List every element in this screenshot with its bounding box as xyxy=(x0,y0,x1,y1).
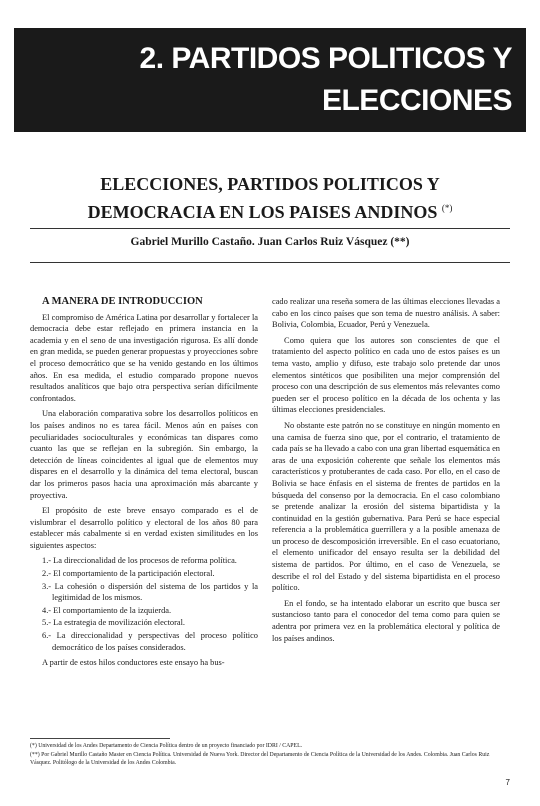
title-rule-top xyxy=(30,228,510,229)
paragraph: El propósito de este breve ensayo comparado es el de vislumbrar el desarrollo político y electoral de los años 80 para establecer más cabalmente si en verdad existen similitudes en los siguientes aspectos: xyxy=(30,506,258,550)
footnote: (*) Universidad de los Andes Departamento de Ciencia Política dentro de un proyecto financiado por IDRI / CAPEL. xyxy=(30,743,303,749)
paragraph: El compromiso de América Latina por desarrollar y fortalecer la democracia debe estar reflejado en primera instancia en la academia y en el seno de una investigación rigurosa. Es allí donde en gran medida, se pueden generar propuestas y proyecciones sobre el proceso democrático que se ha venido gestando en los últimos años. En esa medida, el estudio comparado propone nuevos resultados analíticos que bajo otra perspectiva serían difícilmente confrontados. xyxy=(30,312,258,403)
title-footnote-mark: (*) xyxy=(441,203,453,213)
paragraph: No obstante este patrón no se constituye en ningún momento en una camisa de fuerza sino que, por el contrario, el tratamiento de cada país se ha llevado a cabo con una gran libertad esquemática en aras de una exposición coherente que señale los elementos más característicos y protuberantes de cada caso. Por ello, en el caso de Bolivia se hace énfasis en el sistema de frentes de partidos en la búsqueda del consenso por la democracia. En el caso colombiano se pretende analizar la erosión del sistema bipartidista y la continuidad en la gestión gubernativa. Para Perú se hace especial referencia a la problemática guerrillera y a la posible amenaza de un proceso de descomposición irreversible. En el caso ecuatoriano, el elemento unificador del ensayo resulta ser la debilidad del sistema de partidos. Por último, en el caso de Venezuela, se describe el rol del Estado y del sistema bipartidista en el proceso político. xyxy=(272,420,500,593)
aspects-list xyxy=(30,555,258,653)
right-column xyxy=(272,296,500,648)
paragraph: A partir de estos hilos conductores este ensayo ha bus- xyxy=(42,658,225,668)
section-heading: A MANERA DE INTRODUCCION xyxy=(42,296,203,307)
paragraph: Como quiera que los autores son conscientes de que el tratamiento del aspecto político en cada uno de estos países es un tema vasto, amplio y difuso, este trabajo solo pretende dar unos elementos sintéticos que posibiliten una mejor comprensión del proceso con una descripción de sus elementos más relevantes como pueden ser el proceso político en la década de los ochenta y las últimas elecciones presidenciales. xyxy=(272,335,500,415)
footnote: (**) Por Gabriel Murillo Castaño Master en Ciencia Política. Universidad de Nueva York. Director del Departamento de Ciencia Política de la Universidad de los Andes. Colombia. Juan Carlos Ruiz Vásquez. Politólogo de la Universidad de los Andes Colombia. xyxy=(30,752,490,766)
left-column xyxy=(30,296,258,673)
paragraph: cado realizar una reseña somera de las últimas elecciones llevadas a cabo en los cinco países que son tema de nuestro análisis. A saber: Bolivia, Colombia, Ecuador, Perú y Venezuela. xyxy=(272,297,500,330)
paragraph: En el fondo, se ha intentado elaborar un escrito que busca ser sustancioso tanto para el conocedor del tema como para quien se adentra por primera vez en la problemática electoral y política de los países andinos. xyxy=(272,598,500,643)
section-banner xyxy=(14,28,526,132)
section-title-line1: 2. PARTIDOS POLITICOS Y xyxy=(139,42,512,75)
title-rule-bottom xyxy=(30,262,510,263)
list-item: 1.- La direccionalidad de los procesos de reforma política. xyxy=(42,556,237,566)
article-title-line2: DEMOCRACIA EN LOS PAISES ANDINOS (*) xyxy=(87,202,453,222)
section-title-line2: ELECCIONES xyxy=(321,84,512,117)
page-number: 7 xyxy=(505,778,510,787)
footnotes xyxy=(30,742,510,768)
footnote-rule xyxy=(30,738,170,739)
article-title xyxy=(30,172,510,224)
authors-line: Gabriel Murillo Castaño. Juan Carlos Ruiz Vásquez (**) xyxy=(130,236,410,248)
list-item: 3.- La cohesión o dispersión del sistema de los partidos y la legitimidad de los mismos. xyxy=(42,581,258,603)
list-item: 5.- La estrategia de movilización electoral. xyxy=(42,618,186,628)
list-item: 2.- El comportamiento de la participación electoral. xyxy=(42,569,215,579)
list-item: 6.- La direccionalidad y perspectivas del proceso político democrático de los países considerados. xyxy=(42,631,258,652)
list-item: 4.- El comportamiento de la izquierda. xyxy=(42,605,172,615)
paragraph: Una elaboración comparativa sobre los desarrollos políticos en los países andinos no es tarea fácil. Menos aún en países con peculiaridades socioculturales y económicas tan dispares como cuanto las que se reflejan en la subregión. Sin embargo, la detección de líneas coincidentes al igual que de elementos muy dispares en el desarrollo y la dinámica del tema electoral, buscan dar los primeros pasos hacia una aproximación más abarcante y proyectiva. xyxy=(30,409,258,500)
article-title-line1: ELECCIONES, PARTIDOS POLITICOS Y xyxy=(100,174,440,194)
